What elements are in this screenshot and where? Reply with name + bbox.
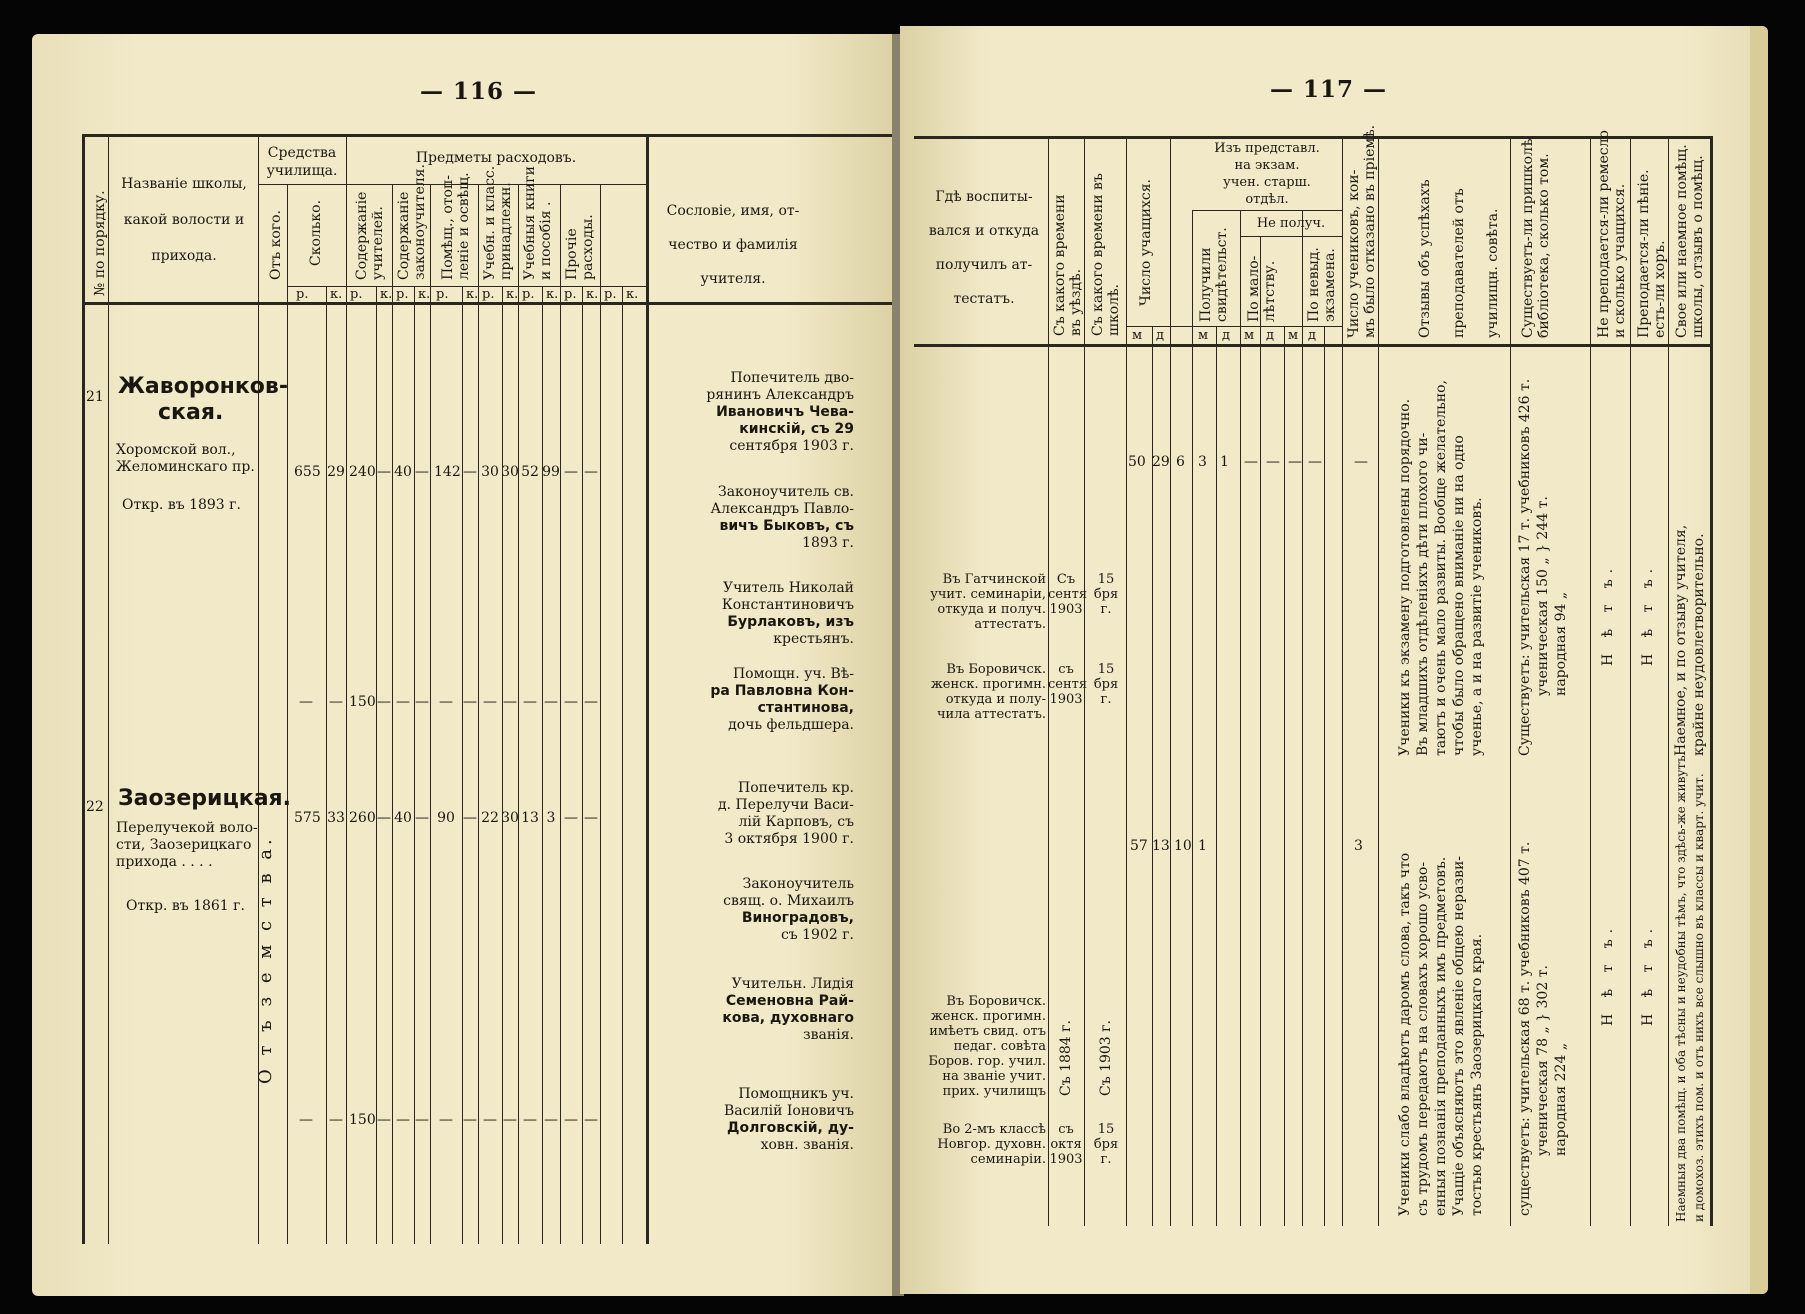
expense-cell: — (439, 1112, 453, 1128)
expense-cell: — (463, 810, 477, 826)
expense-cell: — (415, 810, 429, 826)
row-21-pupils-m: 50 (1128, 454, 1146, 470)
row-21-parish: Хоромской вол., Желоминскаго пр. (116, 442, 255, 475)
expense-cell: — (329, 1112, 343, 1128)
header-supplies: Учебн. и класс. принадлежн. (482, 165, 514, 280)
expense-cell: 142 (434, 464, 461, 480)
header-exam: Изъ представл. на экзам. учен. старш. отдѣл. (1214, 141, 1320, 207)
expense-cell: — (415, 464, 429, 480)
header-since-school: Съ какого времени въ школѣ. (1090, 173, 1122, 336)
row-22-since-school-1: Съ 1903 г. (1098, 1020, 1114, 1096)
header-pupils: Число учащихся. (1138, 179, 1154, 306)
means-source-label: О т ъ з е м с т в а. (255, 835, 276, 1084)
row-22-pupils-d: 13 (1152, 838, 1170, 854)
expense-cell: — (377, 694, 391, 710)
row-21-since-school-2: 15 бря г. (1093, 662, 1119, 707)
row-22-opened: Откр. въ 1861 г. (126, 898, 245, 914)
expense-cell: — (544, 1112, 558, 1128)
expense-cell: — (584, 810, 598, 826)
row-22-exam-got-m: 10 (1174, 838, 1192, 854)
expense-cell: 3 (546, 810, 556, 826)
expense-cell: — (299, 694, 313, 710)
header-school-name: Названіе школы, какой волости и прихода. (121, 176, 247, 264)
row-21-number: 21 (86, 389, 104, 405)
row-21-pupils-d: 29 (1152, 454, 1170, 470)
expense-cell: 30 (501, 810, 519, 826)
expense-cell: — (503, 694, 517, 710)
expense-cell: 40 (394, 464, 412, 480)
expense-cell: — (584, 464, 598, 480)
header-library: Существуетъ-ли пришколѣ библіотека, сколько том. (1520, 138, 1552, 338)
expense-cell: — (396, 1112, 410, 1128)
header-by-age: По мало- лѣтству. (1246, 255, 1278, 322)
header-from-whom: Отъ кого. (268, 210, 284, 280)
header-refused: Число учениковъ, кои- мъ было отказано въ пріемѣ. (1346, 124, 1378, 338)
expense-cell: — (523, 694, 537, 710)
row-22-assistant: Помощникъ уч. Василій Іоновичъ Долговскій, ду- ховн. званія. (723, 1086, 854, 1153)
row-21-exam-4: — (1244, 454, 1258, 470)
row-22-number: 22 (86, 799, 104, 815)
header-by-fail: По невыд. экзамена. (1306, 247, 1338, 322)
expense-cell: 40 (394, 810, 412, 826)
expense-cell: — (584, 694, 598, 710)
row-22-premises: Наемныя два помѣщ. и оба тѣсны и неудобны тѣмъ, что здѣсь-же живутъ и домохоз. этихъ пом. и отъ нихъ все слышно въ классы и кварт. учит. (1674, 755, 1706, 1222)
expense-cell: 52 (521, 464, 539, 480)
expense-cell: — (415, 694, 429, 710)
expense-cell: 150 (349, 694, 376, 710)
expense-cell: 30 (501, 464, 519, 480)
row-21-opened: Откр. въ 1893 г. (122, 497, 241, 513)
row-22-pupils-m: 57 (1130, 838, 1148, 854)
row-21-library: Существуетъ: учительская 17 т. учебниковъ 426 т. ученическая 150 „ } 244 т. народная 94 „ (1517, 378, 1569, 756)
header-books: Учебныя книги и пособія . (522, 166, 554, 280)
row-21-crafts: Н ѣ т ъ. (1600, 562, 1616, 666)
row-22-parish: Перелучекой воло- сти, Заозерицкаго прихода . . . . (116, 820, 258, 870)
row-22-educated-1: Въ Боровичск. женск. прогимн. имѣетъ свид. отъ педаг. совѣта Боров. гор. учил. на званіе учит. прих. училищъ (928, 994, 1046, 1099)
expense-cell: — (463, 464, 477, 480)
expense-cell: 30 (481, 464, 499, 480)
row-21-since-district-2: съ сентя 1903 (1048, 662, 1088, 707)
row-22-singing: Н ѣ т ъ. (1640, 922, 1656, 1026)
expense-cell: 240 (349, 464, 376, 480)
expense-cell: — (503, 1112, 517, 1128)
expense-cell: — (483, 694, 497, 710)
expense-cell: — (377, 810, 391, 826)
row-21-since-district-1: Съ сентя 1903 (1048, 572, 1088, 617)
row-22-review: Ученики слабо владѣютъ даромъ слова, такъ что съ трудомъ передаютъ на словахъ хорошо усво- енныя познанія преподанныхъ имъ предметовъ. Учащіе объясняютъ это явленіе общею неразви- тостью крестьянъ Заозерицкаго края. (1397, 852, 1485, 1216)
row-21-exam-6: — (1288, 454, 1302, 470)
expense-cell: 575 (294, 810, 321, 826)
header-law-teacher-pay: Содержаніе законоучителя. (396, 164, 428, 280)
expense-cell: — (396, 694, 410, 710)
header-other: Прочіе расходы. (564, 214, 596, 280)
expense-cell: 90 (437, 810, 455, 826)
row-22-since-district-2: съ октя 1903 (1049, 1122, 1083, 1167)
row-22-teacher: Учительн. Лидія Семеновна Рай- кова, духовнаго званія. (722, 976, 854, 1043)
header-means: Средства училища. (266, 145, 338, 179)
row-21-trustee: Попечитель дво- рянинъ Александръ Ивановичъ Чева- кинскій, съ 29 сентября 1903 г. (706, 370, 854, 454)
header-educated: Гдѣ воспиты- вался и откуда получилъ ат- тестатъ. (928, 189, 1040, 307)
right-page: — 117 — Гдѣ воспиты- вался и откуда получилъ ат- тестатъ. Съ какого времени въ уѣздѣ. Съ какого времени въ школѣ. Число учащихся. Изъ представл. на экзам. учен. старш. отдѣл. Получили свидѣтельст. Не получ. По мало- лѣтству. По невыд. экзамена. Число учениковъ, кои- мъ было отказано въ пріемѣ. Отзывы объ успѣхахъ преподавателей отъ училищн. совѣта. Существуетъ-ли пришколѣ библіотека, сколько том. Не преподается-ли ремесло и сколько учащихся. Преподается-ли пѣніе. есть-ли хоръ. Свое или наемное помѣщ. школы, отзывъ о помѣщ. м д м д м д м д 50 29 6 3 1 — — — — — Въ Гатчинской учит. семинаріи, откуда и получ. аттестатъ. Съ сентя 1903 15 бря г. Въ Боровичск. женск. прогимн. откуда и полу- чила аттестатъ. съ сентя 1903 15 бря г. Ученики къ экзамену подготовлены порядочно. Въ младшихъ отдѣленіяхъ дѣти плохого чи- таютъ и очень мало развиты. Вообще желательно, чтобы было обращено вниманіе ни на одно ученье, а и на развитіе учениковъ. Существуетъ: учительская 17 т. учебниковъ 426 т. ученическая 150 „ } 244 т. народная 94 „ Н ѣ т ъ. Н ѣ т ъ. Наемное, и по отзыву учителя, крайне неудовлетворительно. 57 13 10 1 3 Въ Боровичск. женск. прогимн. имѣетъ свид. отъ педаг. совѣта Боров. гор. учил. на званіе учит. прих. училищъ Съ 1884 г. Съ 1903 г. Во 2-мъ классѣ Новгор. духовн. семинаріи. съ октя 1903 15 бря г. Ученики слабо владѣютъ даромъ слова, такъ что съ трудомъ передаютъ на словахъ хорошо усво- енныя познанія преподанныхъ имъ предметовъ. Учащіе объясняютъ это явленіе общею неразви- тостью крестьянъ Заозерицкаго края. существуетъ: учительская 68 т. учебниковъ 407 т. ученическая 78 „ } 302 т. народная 224 „ Н ѣ т ъ. Н ѣ т ъ. Наемныя два помѣщ. и оба тѣсны и неудобны тѣмъ, что здѣсь-же живутъ и домохоз. этихъ пом. и отъ нихъ все слышно въ классы и кварт. учит. (900, 26, 1768, 1294)
header-expenses: Предметы расходовъ. (415, 150, 577, 166)
expense-cell: — (463, 694, 477, 710)
header-reviews: Отзывы объ успѣхахъ преподавателей отъ училищн. совѣта. (1417, 179, 1501, 338)
expense-cell: — (463, 1112, 477, 1128)
expense-cell: 150 (349, 1112, 376, 1128)
page-number-right: — 117 — (1270, 76, 1388, 103)
row-22-crafts: Н ѣ т ъ. (1600, 922, 1616, 1026)
row-21-review: Ученики къ экзамену подготовлены порядочно. Въ младшихъ отдѣленіяхъ дѣти плохого чи- таютъ и очень мало развиты. Вообще желательно, чтобы было обращено вниманіе ни на одно ученье, а и на развитіе учениковъ. (1397, 380, 1485, 756)
row-22-school-name: Заозерицкая. (118, 786, 292, 811)
header-teachers-pay: Содержаніе учителей. (354, 191, 386, 280)
expense-cell: 13 (521, 810, 539, 826)
row-22-trustee: Попечитель кр. д. Перелучи Васи- лій Карповъ, съ 3 октября 1900 г. (718, 780, 854, 847)
header-not-got: Не получ. (1256, 216, 1326, 231)
header-since-district: Съ какого времени въ уѣздѣ. (1052, 194, 1084, 336)
header-how-much: Сколько. (308, 199, 324, 266)
expense-cell: — (564, 694, 578, 710)
header-singing: Преподается-ли пѣніе. есть-ли хоръ. (1636, 169, 1668, 338)
expense-cell: — (564, 464, 578, 480)
expense-cell: — (523, 1112, 537, 1128)
expense-cell: — (299, 1112, 313, 1128)
row-21-school-name: Жаворонков- ская. (118, 374, 288, 425)
expense-cell: — (439, 694, 453, 710)
expense-cell: 22 (481, 810, 499, 826)
expense-cell: 29 (327, 464, 345, 480)
row-21-educated-1: Въ Гатчинской учит. семинаріи, откуда и получ. аттестатъ. (930, 572, 1046, 632)
row-22-since-district-1: Съ 1884 г. (1058, 1020, 1074, 1096)
row-21-exam-got-m: 6 (1176, 454, 1185, 470)
header-number: № по порядку. (92, 190, 108, 296)
page-number-left: — 116 — (420, 78, 538, 105)
header-teacher-estate: Сословіе, имя, от- чество и фамилія учителя. (666, 203, 800, 287)
header-premises: Помѣщ., отоп- леніе и освѣщ. (440, 172, 472, 280)
expense-cell: 260 (349, 810, 376, 826)
expense-cell: 33 (327, 810, 345, 826)
expense-cell: — (329, 694, 343, 710)
row-22-exam-got-d: 1 (1198, 838, 1207, 854)
row-21-educated-2: Въ Боровичск. женск. прогимн. откуда и полу- чила аттестатъ. (930, 662, 1046, 722)
row-21-exam-3: 1 (1220, 454, 1229, 470)
row-21-since-school-1: 15 бря г. (1093, 572, 1119, 617)
expense-cell: — (377, 1112, 391, 1128)
row-21-exam-got-d: 3 (1198, 454, 1207, 470)
row-22-since-school-2: 15 бря г. (1093, 1122, 1119, 1167)
row-22-library: существуетъ: учительская 68 т. учебниковъ 407 т. ученическая 78 „ } 302 т. народная 224 „ (1517, 841, 1569, 1216)
expense-cell: — (564, 810, 578, 826)
row-21-singing: Н ѣ т ъ. (1640, 562, 1656, 666)
row-21-exam-7: — (1308, 454, 1322, 470)
row-21-premises: Наемное, и по отзыву учителя, крайне неудовлетворительно. (1673, 524, 1707, 756)
row-22-refused: 3 (1354, 838, 1363, 854)
row-21-refused: — (1354, 454, 1368, 470)
expense-cell: — (415, 1112, 429, 1128)
expense-cell: 99 (542, 464, 560, 480)
header-got-certificate: Получили свидѣтельст. (1198, 227, 1230, 322)
left-page: — 116 — № по порядку. Названіе школы, какой волости и прихода. Средства училища. Отъ кого. Сколько. Предметы расходовъ. Содержаніе учителей. Содержаніе законоучителя. Помѣщ., отоп- леніе и освѣщ. Учебн. и класс. принадлежн. Учебныя книги и пособія . Прочіе расходы. Сословіе, имя, от- чество и фамилія учителя. р. к. р. к. р. к. р. к. р. к. р. к. р. к. р. к. О т ъ з е м с т в а. 21 Жаворонков- ская. Хоромской вол., Желоминскаго пр. Откр. въ 1893 г. 655 29 240 — 40 — 142 — 30 30 52 99 — — — — 150 — — — — — — — — — — — Попечитель дво- рянинъ Александръ Ивановичъ Чева- кинскій, съ 29 сентября 1903 г. Законоучитель св. Александръ Павло- вичъ Быковъ, съ 1893 г. Учитель Николай Константиновичъ Бурлаковъ, изъ крестьянъ. Помощн. уч. Вѣ- ра Павловна Кон- стантинова, дочь фельдшера. 22 Заозерицкая. Перелучекой воло- сти, Заозерицкаго прихода . . . . Откр. въ 1861 г. 575 33 260 — 40 — 90 — 22 30 13 3 — — — — 150 — — — — — — — — — — — Попечитель кр. д. Перелучи Васи- лій Карповъ, съ 3 октября 1900 г. Законоучитель свящ. о. Михаилъ Виноградовъ, съ 1902 г. Учительн. Лидія Семеновна Рай- кова, духовнаго званія. Помощникъ уч. Василій Іоновичъ Долговскій, ду- ховн. званія. (32, 34, 892, 1296)
row-21-law-teacher: Законоучитель св. Александръ Павло- вичъ Быковъ, съ 1893 г. (710, 484, 854, 551)
expense-cell: — (564, 1112, 578, 1128)
expense-cell: — (483, 1112, 497, 1128)
expense-cell: — (544, 694, 558, 710)
row-22-law-teacher: Законоучитель свящ. о. Михаилъ Виноградовъ, съ 1902 г. (723, 876, 854, 943)
expense-cell: — (377, 464, 391, 480)
row-22-educated-2: Во 2-мъ классѣ Новгор. духовн. семинаріи. (937, 1122, 1046, 1167)
header-premises: Свое или наемное помѣщ. школы, отзывъ о помѣщ. (1674, 144, 1706, 338)
header-crafts: Не преподается-ли ремесло и сколько учащихся. (1596, 130, 1628, 338)
row-21-assistant: Помощн. уч. Вѣ- ра Павловна Кон- стантинова, дочь фельдшера. (710, 666, 854, 733)
expense-cell: 655 (294, 464, 321, 480)
row-21-teacher: Учитель Николай Константиновичъ Бурлаковъ, изъ крестьянъ. (721, 580, 854, 647)
expense-cell: — (584, 1112, 598, 1128)
row-21-exam-5: — (1266, 454, 1280, 470)
